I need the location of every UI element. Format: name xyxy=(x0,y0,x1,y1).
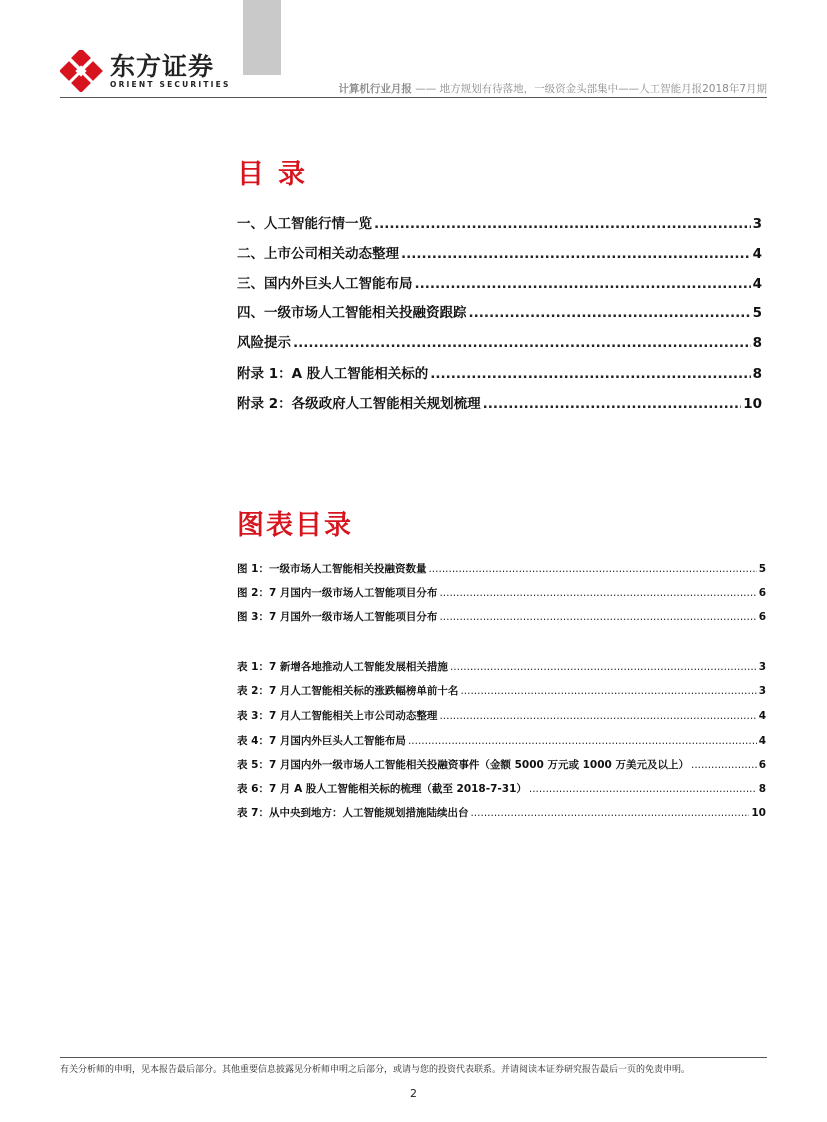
toc-entry[interactable] xyxy=(237,392,762,412)
toc-entry-page: 4 xyxy=(752,276,762,292)
figure-entry-label: 图 3：7 月国外一级市场人工智能项目分布 xyxy=(237,611,438,623)
table-entry-label: 表 3：7 月人工智能相关上市公司动态整理 xyxy=(237,710,438,722)
table-entry-page: 4 xyxy=(758,735,766,747)
table-entry[interactable] xyxy=(237,757,766,772)
leader-dots xyxy=(691,759,757,771)
toc-entry-page: 5 xyxy=(752,305,762,321)
toc-entry-label: 二、上市公司相关动态整理 xyxy=(237,246,399,262)
leader-dots xyxy=(439,587,756,599)
figure-entry-page: 6 xyxy=(758,587,766,599)
toc-entry-page: 3 xyxy=(752,216,762,232)
table-entry-label: 表 4：7 月国内外巨头人工智能布局 xyxy=(237,735,406,747)
leader-dots xyxy=(439,710,756,722)
table-entry[interactable] xyxy=(237,708,766,723)
table-entry[interactable] xyxy=(237,805,766,820)
toc-entry-page: 8 xyxy=(752,335,762,351)
leader-dots xyxy=(401,246,751,262)
logo-chinese-name: 东方证券 xyxy=(110,52,215,81)
header-decor-bar xyxy=(243,0,281,75)
leader-dots xyxy=(439,611,756,623)
table-entry[interactable] xyxy=(237,683,766,698)
toc-entry-label: 一、人工智能行情一览 xyxy=(237,216,372,232)
figure-entry[interactable] xyxy=(237,561,766,576)
leader-dots xyxy=(293,335,751,351)
toc-entry[interactable] xyxy=(237,301,762,321)
toc-entry[interactable] xyxy=(237,331,762,351)
toc-entry[interactable] xyxy=(237,212,762,232)
toc-entry-page: 4 xyxy=(752,246,762,262)
toc-entry[interactable] xyxy=(237,242,762,262)
toc-entry-label: 三、国内外巨头人工智能布局 xyxy=(237,276,413,292)
leader-dots xyxy=(529,783,757,795)
leader-dots xyxy=(374,216,751,232)
leader-dots xyxy=(415,276,751,292)
figures-title: 图表目录 xyxy=(237,510,353,541)
leader-dots xyxy=(483,396,742,412)
report-type: 计算机行业月报 xyxy=(338,83,412,95)
table-entry-label: 表 2：7 月人工智能相关标的涨跌幅榜单前十名 xyxy=(237,685,459,697)
leader-dots xyxy=(460,685,756,697)
toc-entry[interactable] xyxy=(237,362,762,382)
table-entry[interactable] xyxy=(237,781,766,796)
toc-entry-label: 四、一级市场人工智能相关投融资跟踪 xyxy=(237,305,467,321)
table-entry-page: 6 xyxy=(758,759,766,771)
logo-english-name: ORIENT SECURITIES xyxy=(110,80,231,89)
table-entry[interactable] xyxy=(237,733,766,748)
leader-dots xyxy=(408,735,757,747)
table-entry-label: 表 1：7 新增各地推动人工智能发展相关措施 xyxy=(237,661,448,673)
page-number: 2 xyxy=(410,1087,417,1100)
table-entry[interactable] xyxy=(237,659,766,674)
toc-entry[interactable] xyxy=(237,272,762,292)
figure-entry-page: 5 xyxy=(758,563,766,575)
leader-dots xyxy=(428,563,756,575)
toc-entry-label: 风险提示 xyxy=(237,335,291,351)
toc-entry-page: 10 xyxy=(743,396,762,412)
report-title: —— 地方规划有待落地，一级资金头部集中——人工智能月报2018年7月期 xyxy=(411,83,767,95)
header-divider xyxy=(60,97,767,98)
figure-entry-label: 图 2：7 月国内一级市场人工智能项目分布 xyxy=(237,587,438,599)
figure-entry-label: 图 1：一级市场人工智能相关投融资数量 xyxy=(237,563,427,575)
toc-entry-label: 附录 1：A 股人工智能相关标的 xyxy=(237,366,429,382)
table-entry-page: 3 xyxy=(758,661,766,673)
table-entry-label: 表 7：从中央到地方：人工智能规划措施陆续出台 xyxy=(237,807,469,819)
leader-dots xyxy=(469,305,751,321)
table-entry-page: 3 xyxy=(758,685,766,697)
company-logo xyxy=(60,50,231,92)
footer-disclaimer: 有关分析师的申明，见本报告最后部分。其他重要信息披露见分析师申明之后部分，或请与您的投资代表联系。并请阅读本证券研究报告最后一页的免责申明。 xyxy=(60,1065,691,1075)
table-entry-page: 10 xyxy=(751,807,766,819)
leader-dots xyxy=(450,661,757,673)
figure-entry[interactable] xyxy=(237,609,766,624)
table-entry-page: 4 xyxy=(758,710,766,722)
leader-dots xyxy=(430,366,750,382)
toc-entry-page: 8 xyxy=(752,366,762,382)
table-entry-page: 8 xyxy=(758,783,766,795)
table-entry-label: 表 6：7 月 A 股人工智能相关标的梳理（截至 2018-7-31） xyxy=(237,783,527,795)
toc-entry-label: 附录 2：各级政府人工智能相关规划梳理 xyxy=(237,396,481,412)
toc-title: 目录 xyxy=(237,159,319,190)
table-entry-label: 表 5：7 月国内外一级市场人工智能相关投融资事件（金额 5000 万元或 1000 万美元及以上） xyxy=(237,759,689,771)
footer-divider xyxy=(60,1057,767,1058)
figure-entry-page: 6 xyxy=(758,611,766,623)
figure-entry[interactable] xyxy=(237,585,766,600)
leader-dots xyxy=(470,807,749,819)
logo-diamond-icon xyxy=(60,50,104,92)
report-header xyxy=(338,81,767,96)
